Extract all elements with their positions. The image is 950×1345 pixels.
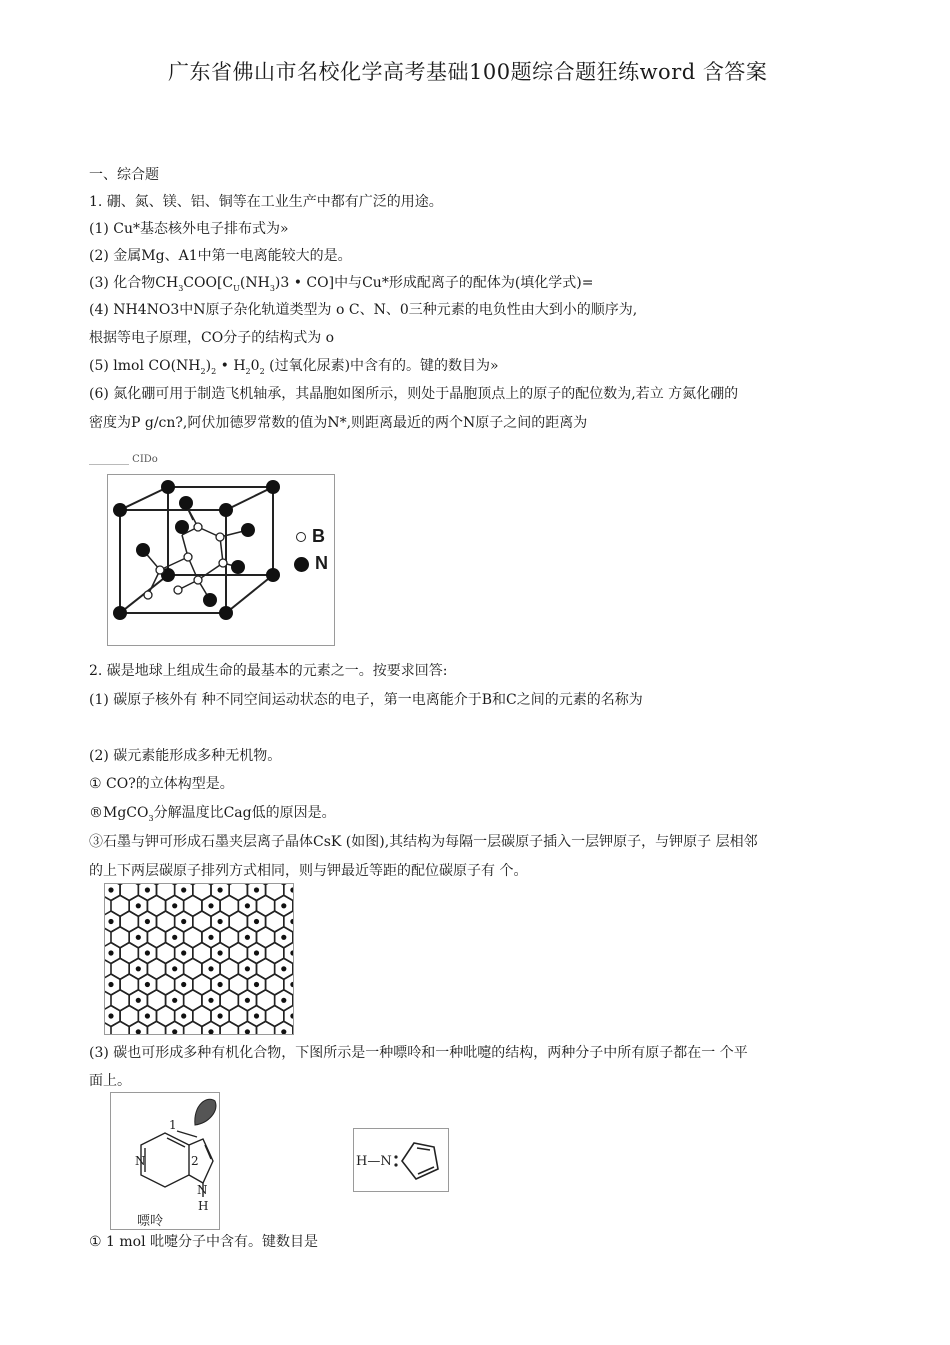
potassium-dot — [281, 903, 286, 908]
purine-atom-n-lower: N — [197, 1183, 208, 1197]
purine-figure — [110, 1092, 220, 1230]
carbon-hexagon — [184, 1021, 202, 1034]
purine-label-1: 1 — [169, 1118, 177, 1132]
purine-atom-n: N — [135, 1154, 146, 1168]
q1-part1: (1) Cu*基态核外电子排布式为» — [89, 221, 289, 237]
potassium-dot — [172, 1029, 177, 1034]
potassium-dot — [208, 998, 213, 1003]
potassium-dot — [136, 935, 141, 940]
potassium-dot — [172, 903, 177, 908]
potassium-dot — [281, 966, 286, 971]
carbon-hexagon — [157, 884, 175, 901]
potassium-dot — [145, 887, 150, 892]
carbon-hexagon — [193, 884, 211, 901]
purine-label-2: 2 — [191, 1154, 199, 1168]
q2-stem: 2. 碳是地球上组成生命的最基本的元素之一。按要求回答: — [89, 663, 448, 679]
q2-part2-item3-continued: 的上下两层碳原子排列方式相同，则与钾最近等距的配位碳原子有 个。 — [89, 863, 528, 879]
section-heading: 一、综合题 — [89, 167, 159, 183]
potassium-dot — [290, 887, 293, 892]
potassium-dot — [181, 1013, 186, 1018]
q1-stem: 1. 硼、氮、镁、铝、铜等在工业生产中都有广泛的用途。 — [89, 194, 443, 210]
potassium-dot — [254, 1013, 259, 1018]
potassium-dot — [254, 919, 259, 924]
potassium-dot — [290, 1013, 293, 1018]
carbon-hexagon — [266, 884, 284, 901]
q2-part2-item1: ① CO?的立体构型是。 — [89, 776, 234, 792]
potassium-dot — [181, 887, 186, 892]
potassium-dot — [108, 1013, 113, 1018]
q1-part4-continued: 根据等电子原理，CO分子的结构式为 o — [89, 330, 335, 346]
potassium-dot — [145, 950, 150, 955]
carbon-hexagon — [147, 1021, 165, 1034]
carbon-hexagon — [220, 1021, 238, 1034]
potassium-dot — [281, 998, 286, 1003]
q1-part6-continued: 密度为P g/cn?,阿伏加德罗常数的值为N*,则距离最近的两个N原子之间的距离为 — [89, 415, 588, 431]
potassium-dot — [218, 887, 223, 892]
answer-blank: ________ CIDo — [89, 454, 158, 465]
potassium-dot — [245, 966, 250, 971]
potassium-dot — [136, 998, 141, 1003]
pyrrole-figure — [353, 1128, 449, 1192]
potassium-dot — [136, 903, 141, 908]
potassium-dot — [218, 919, 223, 924]
potassium-dot — [145, 1013, 150, 1018]
q1-part3: (3) 化合物$CH_3COO[C_U(NH_3)3$ • CO]中与Cu*形成配离子的配体为(填化学式)= — [89, 275, 594, 293]
carbon-hexagon — [120, 884, 138, 901]
potassium-dot — [218, 950, 223, 955]
graphite-potassium-figure — [104, 883, 294, 1035]
pyrrole-structure-diagram — [354, 1129, 448, 1191]
q2-part3: (3) 碳也可形成多种有机化合物，下图所示是一种嘌呤和一种吡嚏的结构，两种分子中所有原子都在一 个平 — [89, 1045, 748, 1061]
potassium-dot — [145, 919, 150, 924]
carbon-hexagon — [229, 884, 247, 901]
graphite-layer-diagram — [105, 884, 293, 1034]
q1-part4: (4) NH4NO3中N原子杂化轨道类型为 o C、N、0三种元素的电负性由大到小的顺序为, — [89, 302, 638, 318]
potassium-dot — [136, 966, 141, 971]
potassium-dot — [108, 887, 113, 892]
carbon-hexagon — [105, 884, 120, 901]
q2-part2-item3: ③石墨与钾可形成石墨夹层离子晶体CsK (如图),其结构为每隔一层碳原子插入一层钾原子，与钾原子 层相邻 — [89, 834, 758, 850]
potassium-dot — [172, 966, 177, 971]
potassium-dot — [172, 998, 177, 1003]
potassium-dot — [254, 950, 259, 955]
boron-marker-icon — [296, 532, 306, 542]
potassium-dot — [108, 982, 113, 987]
nitrogen-marker-icon — [294, 557, 309, 572]
potassium-dot — [108, 919, 113, 924]
legend-nitrogen: N — [294, 553, 328, 574]
q2-part1: (1) 碳原子核外有 种不同空间运动状态的电子，第一电离能介于B和C之间的元素的名称为 — [89, 692, 643, 708]
potassium-dot — [181, 982, 186, 987]
potassium-dot — [208, 1029, 213, 1034]
potassium-dot — [172, 935, 177, 940]
q1-part5: (5) lmol $CO(NH_2)_2$ • $H_20_2$ (过氧化尿素)中含有的。键的数目为» — [89, 358, 499, 376]
potassium-dot — [181, 919, 186, 924]
potassium-dot — [218, 1013, 223, 1018]
q2-part2: (2) 碳元素能形成多种无机物。 — [89, 748, 282, 764]
potassium-dot — [281, 1029, 286, 1034]
purine-caption: 嘌呤 — [137, 1214, 164, 1229]
potassium-dot — [254, 887, 259, 892]
q1-part2: (2) 金属Mg、A1中第一电离能较大的是。 — [89, 248, 352, 264]
potassium-dot — [208, 935, 213, 940]
potassium-dot — [136, 1029, 141, 1034]
potassium-dot — [281, 935, 286, 940]
potassium-dot — [245, 935, 250, 940]
purine-atom-h: H — [198, 1199, 209, 1213]
potassium-dot — [145, 982, 150, 987]
page-title: 广东省佛山市名校化学高考基础100题综合题狂练word 含答案 — [168, 60, 768, 84]
q2-part3-item1: ① 1 mol 吡嚏分子中含有。键数目是 — [89, 1234, 318, 1250]
potassium-dot — [245, 903, 250, 908]
q1-part6: (6) 氮化硼可用于制造飞机轴承，其晶胞如图所示，则处于晶胞顶点上的原子的配位数为,若立 方氮化硼的 — [89, 386, 739, 402]
potassium-dot — [254, 982, 259, 987]
potassium-dot — [290, 919, 293, 924]
potassium-dot — [208, 966, 213, 971]
q2-part2-item2: ®MgCO$_3$分解温度比Cag低的原因是。 — [89, 805, 336, 823]
carbon-hexagon — [111, 1021, 129, 1034]
potassium-dot — [245, 1029, 250, 1034]
potassium-dot — [218, 982, 223, 987]
potassium-dot — [245, 998, 250, 1003]
potassium-dot — [108, 950, 113, 955]
pyrrole-hn-label: H—N — [356, 1154, 392, 1169]
carbon-hexagon — [257, 1021, 275, 1034]
potassium-dot — [181, 950, 186, 955]
potassium-dot — [290, 950, 293, 955]
potassium-dot — [208, 903, 213, 908]
potassium-dot — [290, 982, 293, 987]
purine-structure-diagram — [111, 1093, 219, 1229]
legend-boron: B — [296, 526, 325, 547]
q2-part3-continued: 面上。 — [89, 1073, 131, 1089]
